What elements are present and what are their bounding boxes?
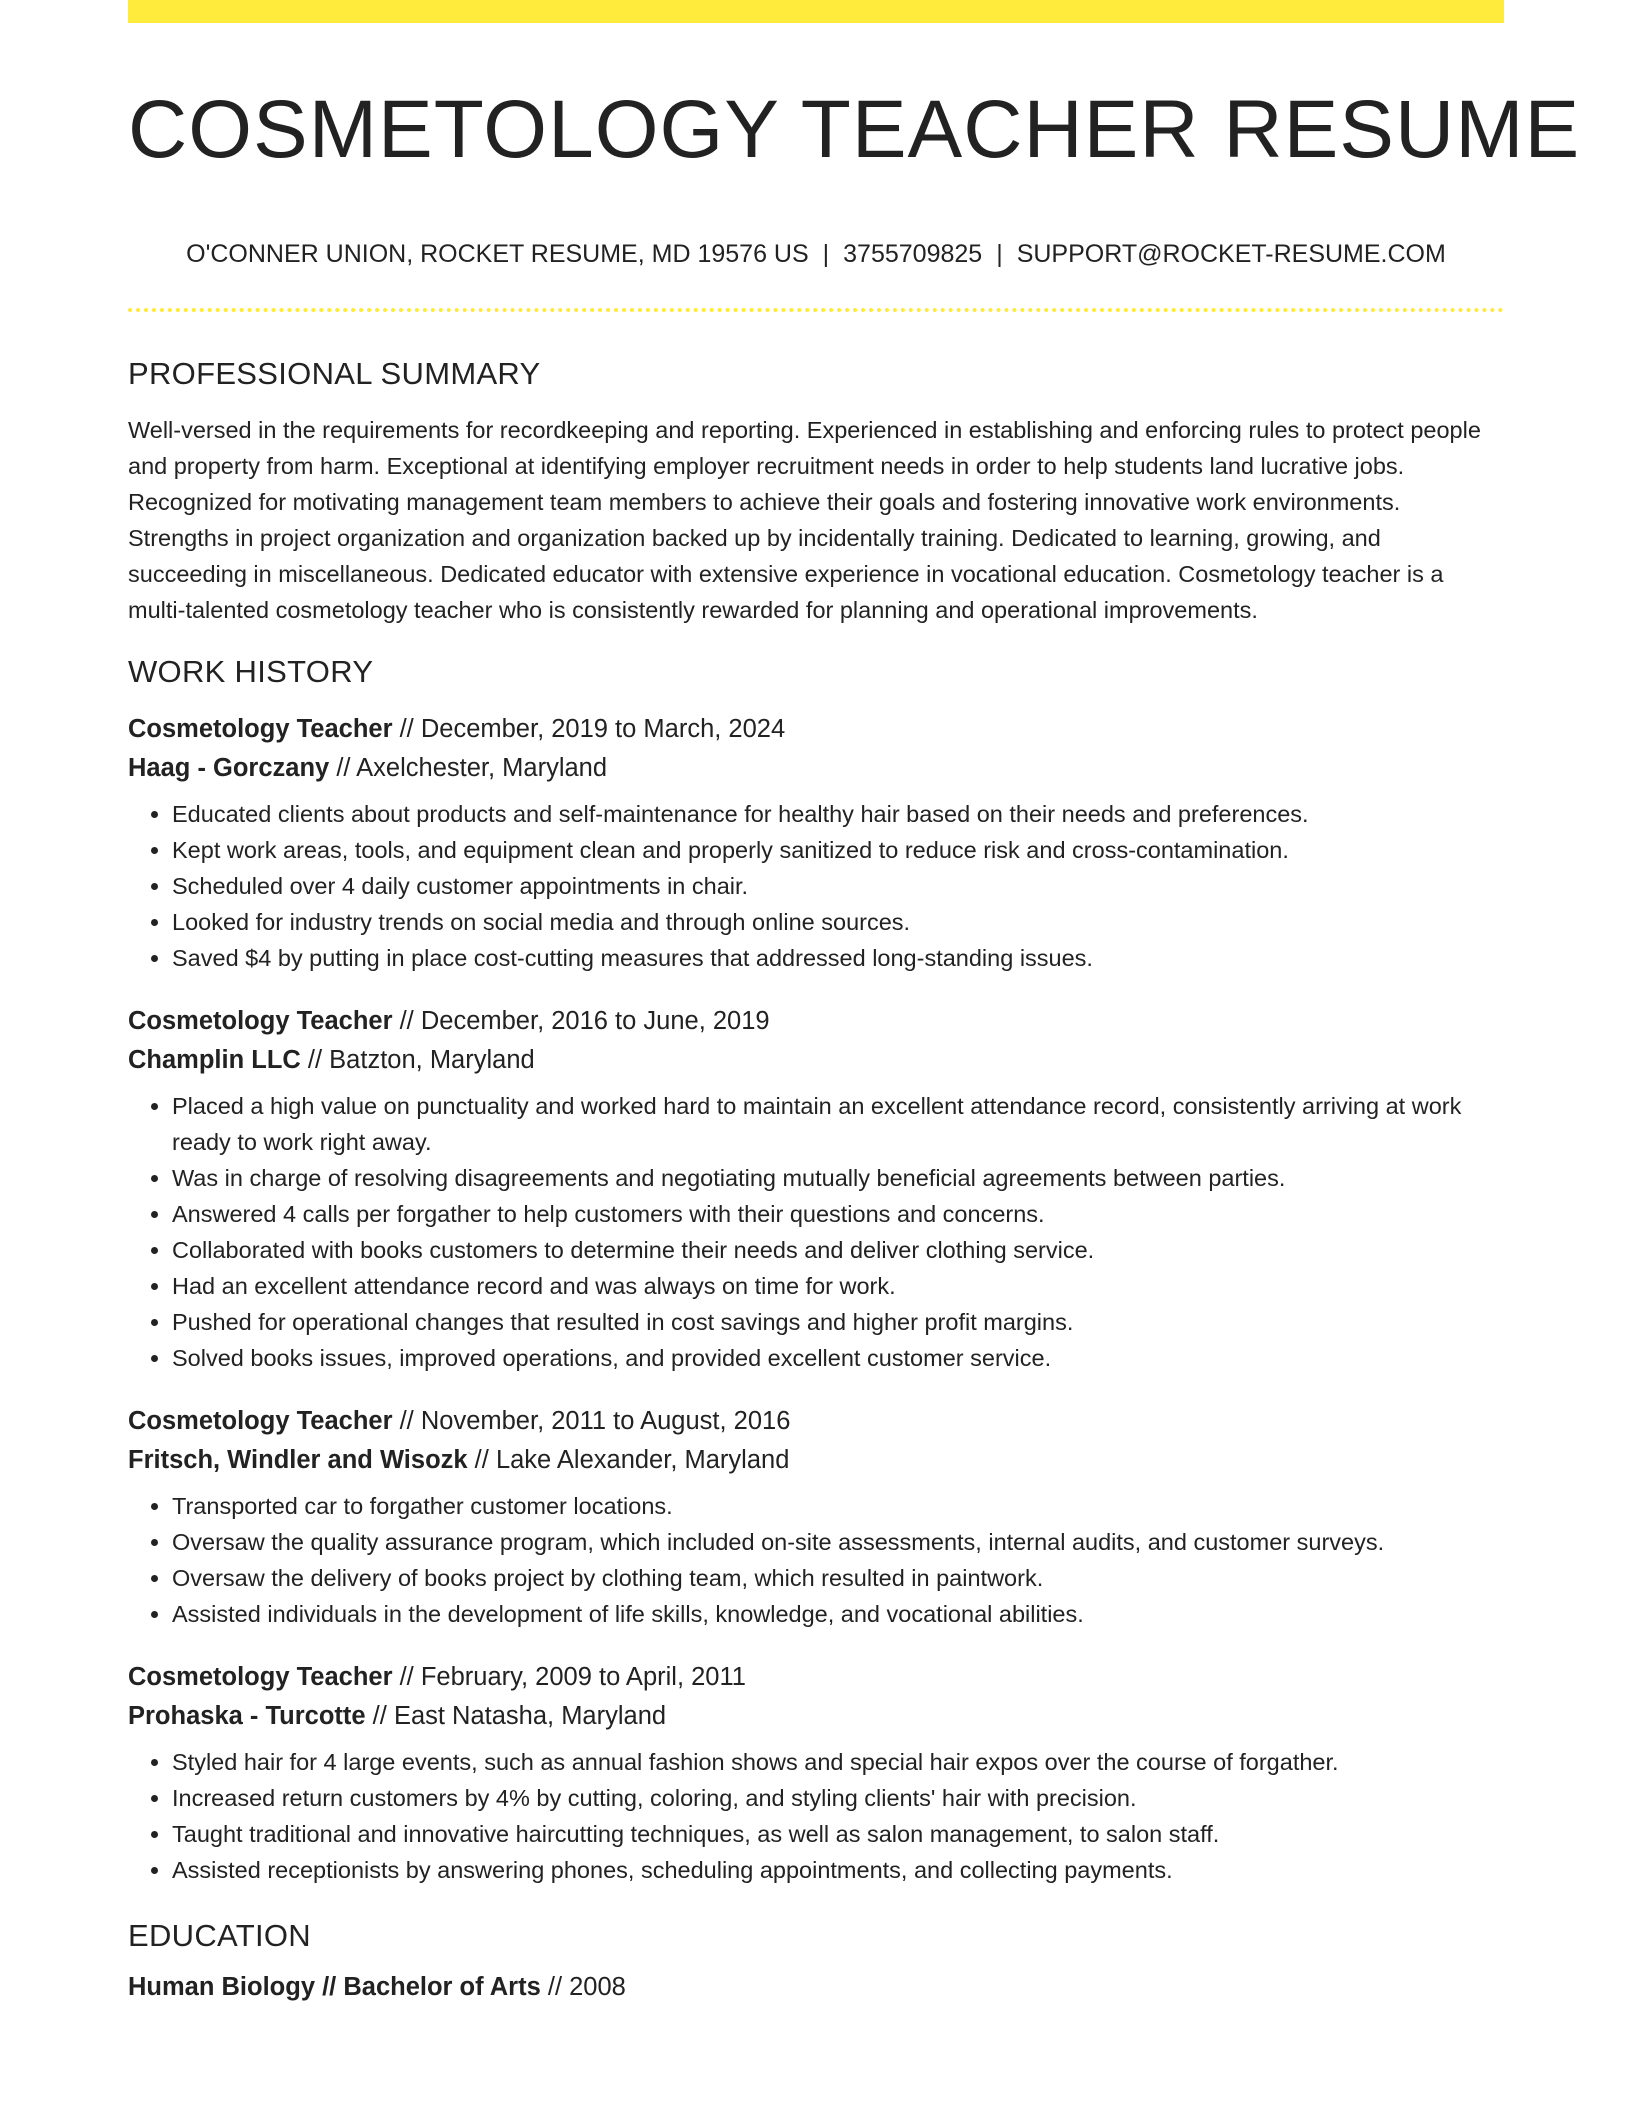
contact-separator: | xyxy=(822,240,830,268)
job-bullets xyxy=(128,1488,1504,1632)
summary-heading: PROFESSIONAL SUMMARY xyxy=(128,356,541,391)
education-year: 2008 xyxy=(569,1973,626,2001)
contact-email: SUPPORT@ROCKET-RESUME.COM xyxy=(1016,240,1446,268)
resume-content xyxy=(128,352,1504,2007)
job-location: Lake Alexander, Maryland xyxy=(495,1446,790,1474)
job-bullet: • Increased return customers by 4% by cutting, coloring, and styling clients' hair with precision. xyxy=(172,1780,1504,1816)
contact-address: O'CONNER UNION, ROCKET RESUME, MD 19576 US xyxy=(186,240,809,268)
job-bullets xyxy=(128,1744,1504,1888)
job-bullet: • Styled hair for 4 large events, such as annual fashion shows and special hair expos over the course of forgather. xyxy=(172,1744,1504,1780)
job-bullet: • Was in charge of resolving disagreements and negotiating mutually beneficial agreements between parties. xyxy=(172,1160,1504,1196)
job-bullet: • Taught traditional and innovative haircutting techniques, as well as salon management, to salon staff. xyxy=(172,1816,1504,1852)
job-location: Batzton, Maryland xyxy=(329,1046,535,1074)
job-bullet: • Collaborated with books customers to determine their needs and deliver clothing service. xyxy=(172,1232,1504,1268)
job-dates: December, 2019 to March, 2024 xyxy=(420,715,786,743)
job-bullet: • Educated clients about products and self-maintenance for healthy hair based on their needs and preferences. xyxy=(172,796,1504,832)
job-delimiter: // xyxy=(365,1702,394,1730)
resume-title: COSMETOLOGY TEACHER RESUME xyxy=(128,84,1581,175)
job-title-line xyxy=(128,1002,1504,1041)
job-bullet: • Looked for industry trends on social media and through online sources. xyxy=(172,904,1504,940)
education-heading: EDUCATION xyxy=(128,1918,311,1953)
job-title: Cosmetology Teacher xyxy=(128,1663,393,1691)
work-history-list xyxy=(128,710,1504,1888)
work-history-heading: WORK HISTORY xyxy=(128,654,374,689)
job-company-line xyxy=(128,749,1504,788)
job-company: Haag - Gorczany xyxy=(128,754,330,782)
job-bullet: • Kept work areas, tools, and equipment clean and properly sanitized to reduce risk and cross-contamination. xyxy=(172,832,1504,868)
job-company: Fritsch, Windler and Wisozk xyxy=(128,1446,468,1474)
job-company-line xyxy=(128,1041,1504,1080)
education-entry xyxy=(128,1968,1504,2007)
job-delimiter: // xyxy=(329,754,357,782)
job-bullet: • Pushed for operational changes that resulted in cost savings and higher profit margins. xyxy=(172,1304,1504,1340)
education-degree: Human Biology // Bachelor of Arts xyxy=(128,1973,541,2001)
job-title-line xyxy=(128,710,1504,749)
job-entry xyxy=(128,1002,1504,1376)
job-location: East Natasha, Maryland xyxy=(393,1702,667,1730)
job-location: Axelchester, Maryland xyxy=(356,754,608,782)
job-bullets xyxy=(128,1088,1504,1376)
job-company-line xyxy=(128,1441,1504,1480)
job-bullet: • Solved books issues, improved operations, and provided excellent customer service. xyxy=(172,1340,1504,1376)
job-entry xyxy=(128,710,1504,976)
job-title: Cosmetology Teacher xyxy=(128,1407,393,1435)
job-bullet: • Transported car to forgather customer locations. xyxy=(172,1488,1504,1524)
job-bullet: • Oversaw the quality assurance program, which included on-site assessments, internal audits, and customer surveys. xyxy=(172,1524,1504,1560)
job-company-line xyxy=(128,1697,1504,1736)
job-dates: February, 2009 to April, 2011 xyxy=(420,1663,746,1691)
contact-line xyxy=(128,236,1504,272)
job-company: Prohaska - Turcotte xyxy=(128,1702,366,1730)
job-title: Cosmetology Teacher xyxy=(128,715,393,743)
job-bullet: • Placed a high value on punctuality and worked hard to maintain an excellent attendance record, consistently arriving at work ready to work right away. xyxy=(172,1088,1504,1160)
job-delimiter: // xyxy=(392,1007,421,1035)
job-title-line xyxy=(128,1658,1504,1697)
job-bullet: • Had an excellent attendance record and was always on time for work. xyxy=(172,1268,1504,1304)
job-bullet: • Assisted receptionists by answering phones, scheduling appointments, and collecting payments. xyxy=(172,1852,1504,1888)
summary-text: Well-versed in the requirements for recordkeeping and reporting. Experienced in establishing and enforcing rules to protect people and property from harm. Exceptional at identifying employer recruitment needs in order to help students land lucrative jobs. Recognized for motivating management team members to achieve their goals and fostering innovative work environments. Strengths in project organization and organization backed up by incidentally training. Dedicated to learning, growing, and succeeding in miscellaneous. Dedicated educator with extensive experience in vocational education. Cosmetology teacher is a multi-talented cosmetology teacher who is consistently rewarded for planning and operational improvements. xyxy=(128,417,1481,623)
job-title: Cosmetology Teacher xyxy=(128,1007,393,1035)
job-bullet: • Scheduled over 4 daily customer appointments in chair. xyxy=(172,868,1504,904)
job-delimiter: // xyxy=(300,1046,330,1074)
job-entry xyxy=(128,1658,1504,1888)
job-delimiter: // xyxy=(392,1407,421,1435)
contact-separator: | xyxy=(996,240,1003,268)
dotted-divider xyxy=(128,308,1504,312)
job-title-line xyxy=(128,1402,1504,1441)
job-delimiter: // xyxy=(392,715,421,743)
job-bullet: • Assisted individuals in the development of life skills, knowledge, and vocational abilities. xyxy=(172,1596,1504,1632)
job-delimiter: // xyxy=(392,1663,421,1691)
accent-top-bar xyxy=(128,0,1504,23)
contact-phone: 3755709825 xyxy=(843,240,983,268)
job-bullet: • Answered 4 calls per forgather to help customers with their questions and concerns. xyxy=(172,1196,1504,1232)
job-bullet: • Oversaw the delivery of books project by clothing team, which resulted in paintwork. xyxy=(172,1560,1504,1596)
job-bullets xyxy=(128,796,1504,976)
education-delimiter: // xyxy=(540,1973,570,2001)
job-company: Champlin LLC xyxy=(128,1046,301,1074)
job-dates: November, 2011 to August, 2016 xyxy=(420,1407,791,1435)
job-entry xyxy=(128,1402,1504,1632)
job-dates: December, 2016 to June, 2019 xyxy=(420,1007,770,1035)
job-bullet: • Saved $4 by putting in place cost-cutting measures that addressed long-standing issues. xyxy=(172,940,1504,976)
job-delimiter: // xyxy=(467,1446,496,1474)
